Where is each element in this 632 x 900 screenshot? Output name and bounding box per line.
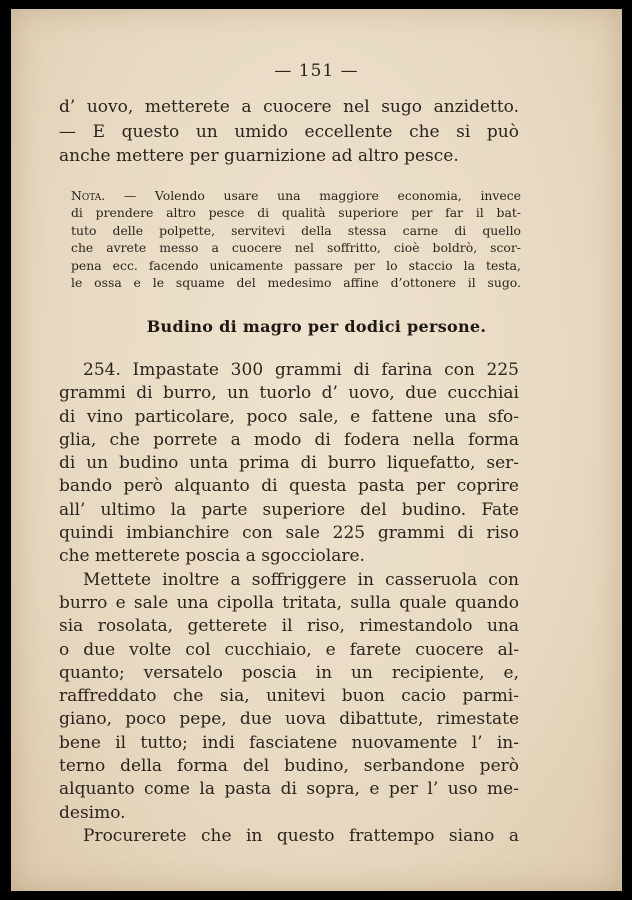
- continuation-line: anche mettere per guarnizione ad altro pesce.: [59, 146, 459, 166]
- recipe-line: giano, poco pepe, due uova dibattute, rimestate: [59, 709, 519, 730]
- recipe-line: bando però alquanto di questa pasta per coprire: [59, 476, 519, 497]
- recipe-line: desimo.: [59, 802, 126, 823]
- note-first-line: Volendo usare una maggiore economia, invece: [154, 188, 521, 203]
- continuation-line: d’ uovo, metterete a cuocere nel sugo anzidetto.: [59, 97, 519, 117]
- note-paragraph: [71, 187, 521, 291]
- note-line: le ossa e le squame del medesimo affine d’ottonere il sugo.: [71, 275, 521, 291]
- recipe-line: terno della forma del budino, serbandone però: [59, 756, 519, 777]
- recipe-line: Mettete inoltre a soffriggere in casseruola con: [83, 569, 519, 590]
- note-line: che avrete messo a cuocere nel soffritto, cioè boldrò, scor-: [71, 240, 521, 256]
- recipe-line: grammi di burro, un tuorlo d’ uovo, due cucchiai: [59, 383, 519, 404]
- note-line: pena ecc. facendo unicamente passare per lo staccio la testa,: [71, 257, 521, 273]
- page-number: — 151 —: [274, 61, 359, 81]
- recipe-line: che metterete poscia a sgocciolare.: [59, 546, 365, 567]
- note-dash: —: [105, 188, 155, 203]
- book-page: [11, 9, 622, 891]
- recipe-line: bene il tutto; indi fasciatene nuovamente l’ in-: [59, 732, 519, 753]
- recipe-line: alquanto come la pasta di sopra, e per l’ uso me-: [59, 779, 519, 800]
- recipe-line: 254. Impastate 300 grammi di farina con 225: [83, 360, 519, 380]
- continuation-paragraph: [59, 95, 519, 169]
- recipe-line: quanto; versatelo poscia in un recipiente, e,: [59, 662, 519, 683]
- recipe-line: di un budino unta prima di burro liquefatto, ser-: [59, 453, 519, 474]
- recipe-line: raffreddato che sia, unitevi buon cacio parmi-: [59, 686, 519, 707]
- recipe-line: quindi imbianchire con sale 225 grammi di riso: [59, 523, 519, 544]
- continuation-line: — E questo un umido eccellente che si può: [59, 121, 519, 142]
- recipe-line: burro e sale una cipolla tritata, sulla quale quando: [59, 592, 519, 613]
- recipe-line: all’ ultimo la parte superiore del budino. Fate: [59, 499, 519, 520]
- recipe-title: Budino di magro per dodici persone.: [146, 317, 487, 336]
- note-label: Nota.: [71, 188, 106, 203]
- recipe-line: di vino particolare, poco sale, e fattene una sfo-: [59, 406, 519, 427]
- recipe-line: o due volte col cucchiaio, e farete cuocere al-: [59, 639, 519, 660]
- recipe-line: sia rosolata, getterete il riso, rimestandolo una: [59, 616, 519, 637]
- note-line: [71, 187, 521, 204]
- recipe-line: Procurerete che in questo frattempo siano a: [83, 825, 519, 846]
- note-line: di prendere altro pesce di qualità superiore per far il bat-: [71, 205, 521, 221]
- note-line: tuto delle polpette, servitevi della stessa carne di quello: [71, 222, 521, 238]
- recipe-line: glia, che porrete a modo di fodera nella forma: [59, 429, 519, 450]
- recipe-body: [59, 359, 519, 848]
